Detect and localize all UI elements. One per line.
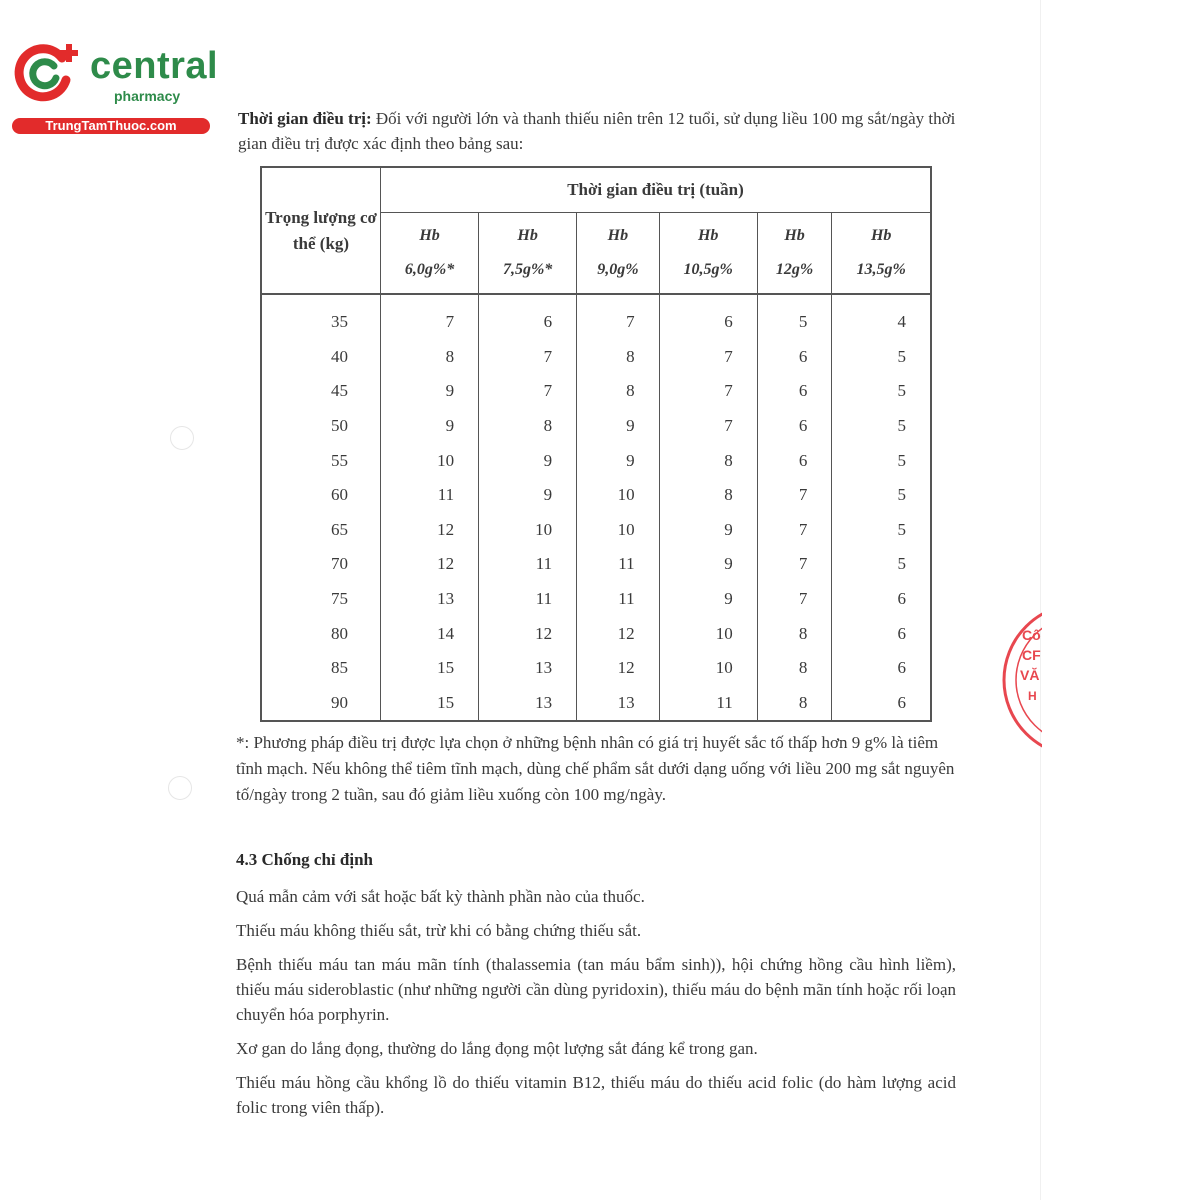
- contraindication-item: Thiếu máu không thiếu sắt, trừ khi có bằng chứng thiếu sắt.: [236, 921, 642, 940]
- duration-cell: 10: [577, 478, 659, 513]
- logo-name: central: [90, 45, 219, 87]
- weight-cell: 80: [261, 616, 381, 651]
- duration-cell: 12: [381, 547, 479, 582]
- contraindication-item: Bệnh thiếu máu tan máu mãn tính (thalassemia (tan máu bẩm sinh)), hội chứng hồng cầu hình liềm), thiếu máu sideroblastic (như những người cần dùng pyridoxin), thiếu máu do bệnh mãn tính hoặc rối loạn chuyển hóa porphyrin.: [236, 955, 956, 1024]
- duration-cell: 9: [479, 443, 577, 478]
- table-row: [261, 478, 931, 513]
- duration-cell: 7: [659, 374, 757, 409]
- hb-value: 13,5g%: [856, 261, 906, 278]
- duration-cell: 12: [577, 616, 659, 651]
- duration-cell: 8: [479, 409, 577, 444]
- duration-cell: 8: [757, 616, 832, 651]
- table-row: [261, 582, 931, 617]
- duration-cell: 15: [381, 651, 479, 686]
- duration-cell: 9: [659, 547, 757, 582]
- duration-cell: 8: [577, 340, 659, 375]
- duration-cell: 12: [577, 651, 659, 686]
- weight-cell: 75: [261, 582, 381, 617]
- weight-cell: 55: [261, 443, 381, 478]
- duration-cell: 6: [832, 651, 931, 686]
- duration-cell: 8: [757, 651, 832, 686]
- hb-column-header: [479, 213, 577, 295]
- duration-cell: 7: [659, 340, 757, 375]
- section-title: 4.3 Chống chỉ định: [236, 850, 373, 869]
- duration-cell: 10: [479, 513, 577, 548]
- duration-cell: 11: [577, 582, 659, 617]
- table-row: [261, 340, 931, 375]
- duration-cell: 9: [659, 513, 757, 548]
- hb-label: Hb: [784, 227, 805, 244]
- weight-cell: 40: [261, 340, 381, 375]
- duration-cell: 11: [381, 478, 479, 513]
- intro-label: Thời gian điều trị:: [238, 109, 372, 128]
- duration-cell: 5: [832, 374, 931, 409]
- duration-cell: 9: [479, 478, 577, 513]
- weight-cell: 60: [261, 478, 381, 513]
- duration-cell: 13: [479, 686, 577, 722]
- logo-site-url: TrungTamThuoc.com: [12, 118, 210, 134]
- hb-column-header: [757, 213, 832, 295]
- duration-cell: 10: [659, 616, 757, 651]
- duration-cell: 10: [659, 651, 757, 686]
- duration-cell: 6: [757, 409, 832, 444]
- central-logo-icon: [10, 36, 82, 108]
- duration-cell: 7: [757, 582, 832, 617]
- duration-cell: 6: [832, 686, 931, 722]
- duration-cell: 7: [659, 409, 757, 444]
- weight-cell: 90: [261, 686, 381, 722]
- duration-cell: 6: [832, 616, 931, 651]
- weight-cell: 35: [261, 294, 381, 340]
- intro-paragraph: [238, 106, 958, 156]
- table-row: [261, 547, 931, 582]
- table-footnote: *: Phương pháp điều trị được lựa chọn ở những bệnh nhân có giá trị huyết sắc tố thấp hơn 9 g% là tiêm tĩnh mạch. Nếu không thể tiêm tĩnh mạch, dùng chế phẩm sắt dưới dạng uống với liều 200 mg sắt nguyên tố/ngày trong 2 tuần, sau đó giảm liều xuống còn 100 mg/ngày.: [236, 733, 955, 804]
- duration-cell: 5: [832, 443, 931, 478]
- weight-cell: 65: [261, 513, 381, 548]
- duration-cell: 5: [832, 513, 931, 548]
- hb-value: 7,5g%*: [502, 261, 553, 278]
- duration-cell: 11: [577, 547, 659, 582]
- duration-cell: 7: [381, 294, 479, 340]
- table-row: [261, 513, 931, 548]
- duration-cell: 10: [381, 443, 479, 478]
- contraindications-section: [236, 848, 956, 1129]
- hb-label: Hb: [419, 227, 440, 244]
- duration-cell: 9: [381, 374, 479, 409]
- brand-logo: [10, 36, 219, 136]
- duration-cell: 7: [757, 547, 832, 582]
- hb-column-header: [659, 213, 757, 295]
- punch-hole: [168, 776, 192, 800]
- duration-cell: 5: [832, 478, 931, 513]
- duration-cell: 13: [577, 686, 659, 722]
- duration-cell: 6: [757, 374, 832, 409]
- table-row: [261, 616, 931, 651]
- punch-hole: [170, 426, 194, 450]
- duration-cell: 7: [577, 294, 659, 340]
- duration-cell: 6: [757, 443, 832, 478]
- duration-cell: 4: [832, 294, 931, 340]
- table-row: [261, 409, 931, 444]
- hb-label: Hb: [697, 227, 719, 244]
- duration-cell: 7: [479, 374, 577, 409]
- duration-header: Thời gian điều trị (tuần): [381, 167, 932, 213]
- weight-cell: 70: [261, 547, 381, 582]
- contraindication-item: Thiếu máu hồng cầu khổng lồ do thiếu vitamin B12, thiếu máu do thiếu acid folic (do hàm lượng acid folic trong viên thấp).: [236, 1073, 956, 1117]
- duration-cell: 8: [757, 686, 832, 722]
- duration-cell: 5: [757, 294, 832, 340]
- svg-text:VĂ: VĂ: [1020, 667, 1040, 683]
- duration-cell: 9: [577, 409, 659, 444]
- duration-cell: 9: [381, 409, 479, 444]
- duration-cell: 15: [381, 686, 479, 722]
- duration-cell: 13: [479, 651, 577, 686]
- page-edge: [1040, 0, 1200, 1200]
- duration-cell: 8: [577, 374, 659, 409]
- table-row: [261, 651, 931, 686]
- duration-cell: 6: [832, 582, 931, 617]
- duration-cell: 12: [479, 616, 577, 651]
- duration-cell: 5: [832, 409, 931, 444]
- duration-cell: 6: [757, 340, 832, 375]
- red-stamp-icon: [1000, 600, 1042, 760]
- duration-cell: 6: [659, 294, 757, 340]
- svg-text:CF: CF: [1022, 647, 1041, 663]
- table-row: [261, 374, 931, 409]
- hb-value: 9,0g%: [597, 261, 639, 278]
- hb-value: 12g%: [775, 261, 814, 278]
- duration-cell: 11: [659, 686, 757, 722]
- table-row: [261, 686, 931, 722]
- weight-cell: 45: [261, 374, 381, 409]
- duration-cell: 10: [577, 513, 659, 548]
- hb-column-header: [381, 213, 479, 295]
- duration-cell: 7: [479, 340, 577, 375]
- duration-cell: 5: [832, 340, 931, 375]
- duration-cell: 6: [479, 294, 577, 340]
- hb-column-header: [832, 213, 931, 295]
- duration-cell: 8: [659, 443, 757, 478]
- duration-cell: 9: [577, 443, 659, 478]
- duration-cell: 7: [757, 513, 832, 548]
- contraindication-item: Xơ gan do lắng đọng, thường do lắng đọng một lượng sắt đáng kể trong gan.: [236, 1039, 758, 1058]
- duration-cell: 12: [381, 513, 479, 548]
- duration-cell: 8: [659, 478, 757, 513]
- duration-cell: 7: [757, 478, 832, 513]
- table-row: [261, 294, 931, 340]
- intro-text: Đối với người lớn và thanh thiếu niên trên 12 tuổi, sử dụng liều 100 mg sắt/ngày thời gian điều trị được xác định theo bảng sau:: [238, 109, 956, 153]
- hb-label: Hb: [517, 227, 538, 244]
- svg-text:H: H: [1028, 689, 1037, 703]
- table-row: [261, 443, 931, 478]
- hb-value: 10,5g%: [683, 261, 733, 278]
- logo-subtitle: pharmacy: [114, 88, 181, 104]
- hb-value: 6,0g%*: [404, 261, 455, 278]
- duration-cell: 14: [381, 616, 479, 651]
- duration-cell: 5: [832, 547, 931, 582]
- duration-cell: 13: [381, 582, 479, 617]
- hb-label: Hb: [870, 227, 892, 244]
- hb-label: Hb: [607, 227, 629, 244]
- svg-text:Cô: Cô: [1022, 627, 1041, 643]
- weight-cell: 50: [261, 409, 381, 444]
- duration-cell: 11: [479, 582, 577, 617]
- weight-header: Trọng lượng cơ thể (kg): [261, 167, 381, 294]
- duration-cell: 9: [659, 582, 757, 617]
- duration-cell: 8: [381, 340, 479, 375]
- treatment-duration-table: [260, 166, 932, 722]
- duration-cell: 11: [479, 547, 577, 582]
- weight-cell: 85: [261, 651, 381, 686]
- hb-column-header: [577, 213, 659, 295]
- contraindication-item: Quá mẫn cảm với sắt hoặc bất kỳ thành phần nào của thuốc.: [236, 887, 645, 906]
